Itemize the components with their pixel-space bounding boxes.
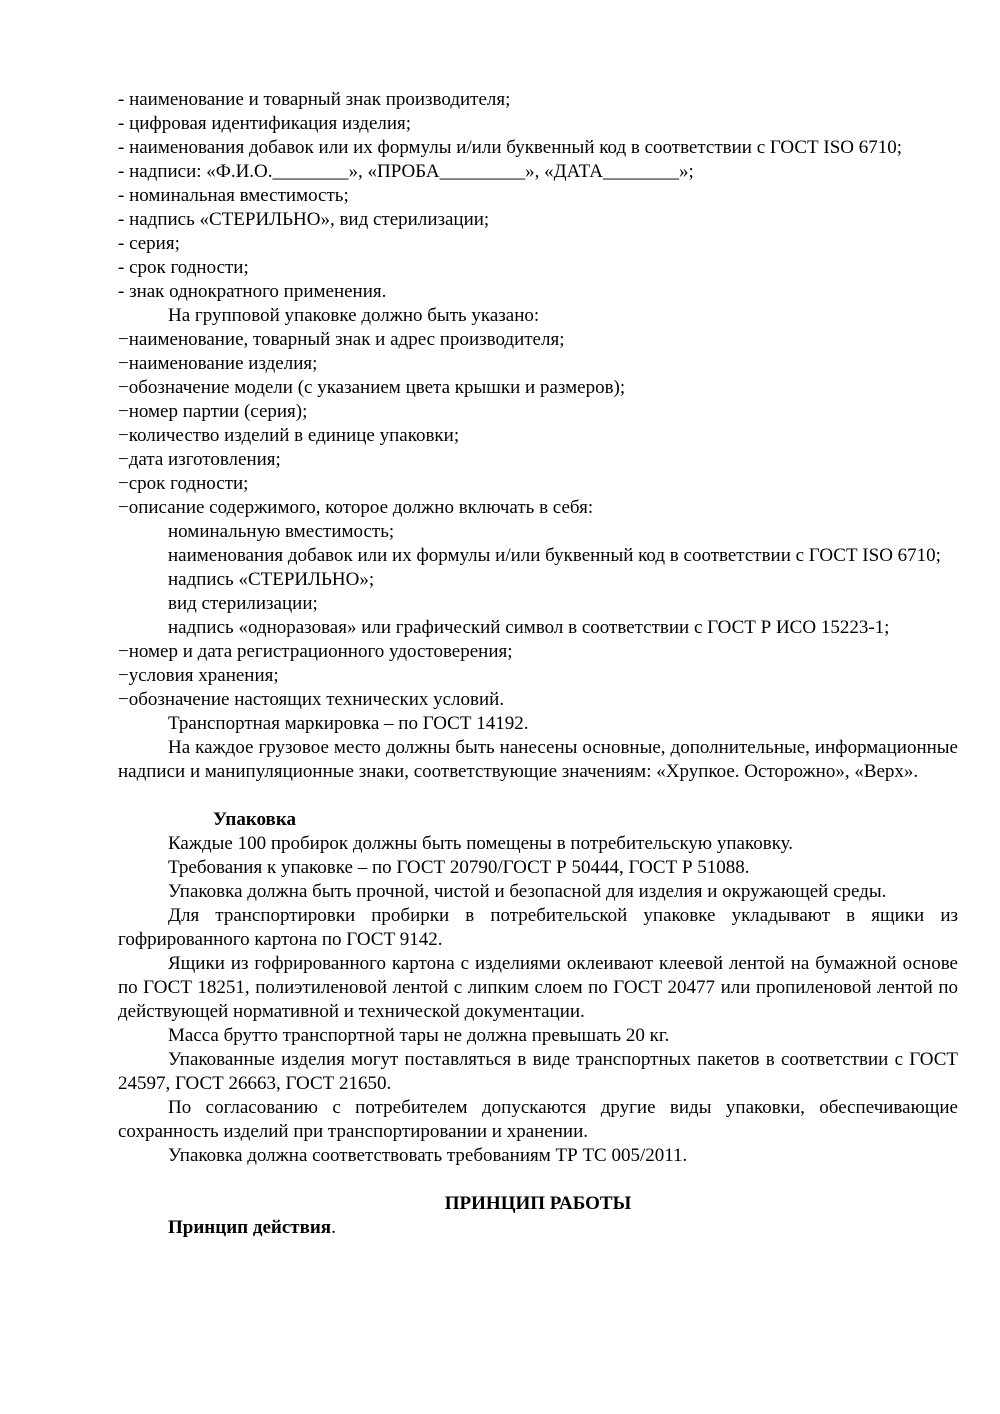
paragraph: Упакованные изделия могут поставляться в виде транспортных пакетов в соответствии с ГОСТ 24597, ГОСТ 26663, ГОСТ 21650. — [118, 1049, 958, 1094]
paragraph: - номинальная вместимость; — [118, 185, 349, 206]
paragraph: Требования к упаковке – по ГОСТ 20790/ГОСТ Р 50444, ГОСТ Р 51088. — [168, 857, 750, 878]
paragraph: −условия хранения; — [118, 665, 279, 686]
paragraph: −обозначение модели (с указанием цвета крышки и размеров); — [118, 377, 626, 398]
paragraph: - срок годности; — [118, 257, 249, 278]
paragraph: - надписи: «Ф.И.О.________», «ПРОБА_________», «ДАТА________»; — [118, 161, 694, 182]
paragraph: Для транспортировки пробирки в потребительской упаковке укладывают в ящики из гофрированного картона по ГОСТ 9142. — [118, 905, 958, 950]
paragraph: Транспортная маркировка – по ГОСТ 14192. — [168, 713, 529, 734]
paragraph: −наименование изделия; — [118, 353, 318, 374]
paragraph: - серия; — [118, 233, 180, 254]
paragraph: Ящики из гофрированного картона с изделиями оклеивают клеевой лентой на бумажной основе по ГОСТ 18251, полиэтиленовой лентой с липким слоем по ГОСТ 20477 или пропиленовой лентой по действующей нормативной и технической документации. — [118, 953, 958, 1022]
paragraph: По согласованию с потребителем допускаются другие виды упаковки, обеспечивающие сохранность изделий при транспортировании и хранении. — [118, 1097, 958, 1142]
paragraph: −дата изготовления; — [118, 449, 281, 470]
document-body — [118, 88, 958, 1240]
paragraph: Упаковка должна быть прочной, чистой и безопасной для изделия и окружающей среды. — [168, 881, 887, 902]
paragraph: - цифровая идентификация изделия; — [118, 113, 412, 134]
paragraph-text: . — [331, 1217, 336, 1238]
paragraph: −срок годности; — [118, 473, 249, 494]
paragraph: надпись «СТЕРИЛЬНО»; — [168, 569, 375, 590]
paragraph: Упаковка должна соответствовать требованиям ТР ТС 005/2011. — [168, 1145, 688, 1166]
paragraph: На групповой упаковке должно быть указано: — [168, 305, 540, 326]
paragraph — [118, 1216, 958, 1240]
paragraph: надпись «одноразовая» или графический символ в соответствии с ГОСТ Р ИСО 15223-1; — [168, 617, 890, 638]
paragraph: −наименование, товарный знак и адрес производителя; — [118, 329, 565, 350]
paragraph: - надпись «СТЕРИЛЬНО», вид стерилизации; — [118, 209, 490, 230]
paragraph: −номер партии (серия); — [118, 401, 308, 422]
paragraph: - наименование и товарный знак производителя; — [118, 89, 511, 110]
paragraph: - знак однократного применения. — [118, 281, 387, 302]
paragraph: −обозначение настоящих технических условий. — [118, 689, 505, 710]
paragraph: −описание содержимого, которое должно включать в себя: — [118, 497, 594, 518]
paragraph: −количество изделий в единице упаковки; — [118, 425, 460, 446]
paragraph: На каждое грузовое место должны быть нанесены основные, дополнительные, информационные надписи и манипуляционные знаки, соответствующие значениям: «Хрупкое. Осторожно», «Верх». — [118, 737, 958, 782]
paragraph: номинальную вместимость; — [168, 521, 395, 542]
paragraph: вид стерилизации; — [168, 593, 318, 614]
section-heading: Упаковка — [213, 809, 296, 830]
paragraph: Масса брутто транспортной тары не должна превышать 20 кг. — [168, 1025, 670, 1046]
paragraph-lead-bold: Принцип действия — [168, 1217, 332, 1238]
paragraph: наименования добавок или их формулы и/или буквенный код в соответствии с ГОСТ ISO 6710; — [168, 545, 941, 566]
paragraph: −номер и дата регистрационного удостоверения; — [118, 641, 513, 662]
paragraph: - наименования добавок или их формулы и/или буквенный код в соответствии с ГОСТ ISO 6710; — [118, 137, 903, 158]
paragraph: Каждые 100 пробирок должны быть помещены в потребительскую упаковку. — [168, 833, 794, 854]
section-heading: ПРИНЦИП РАБОТЫ — [444, 1193, 632, 1214]
